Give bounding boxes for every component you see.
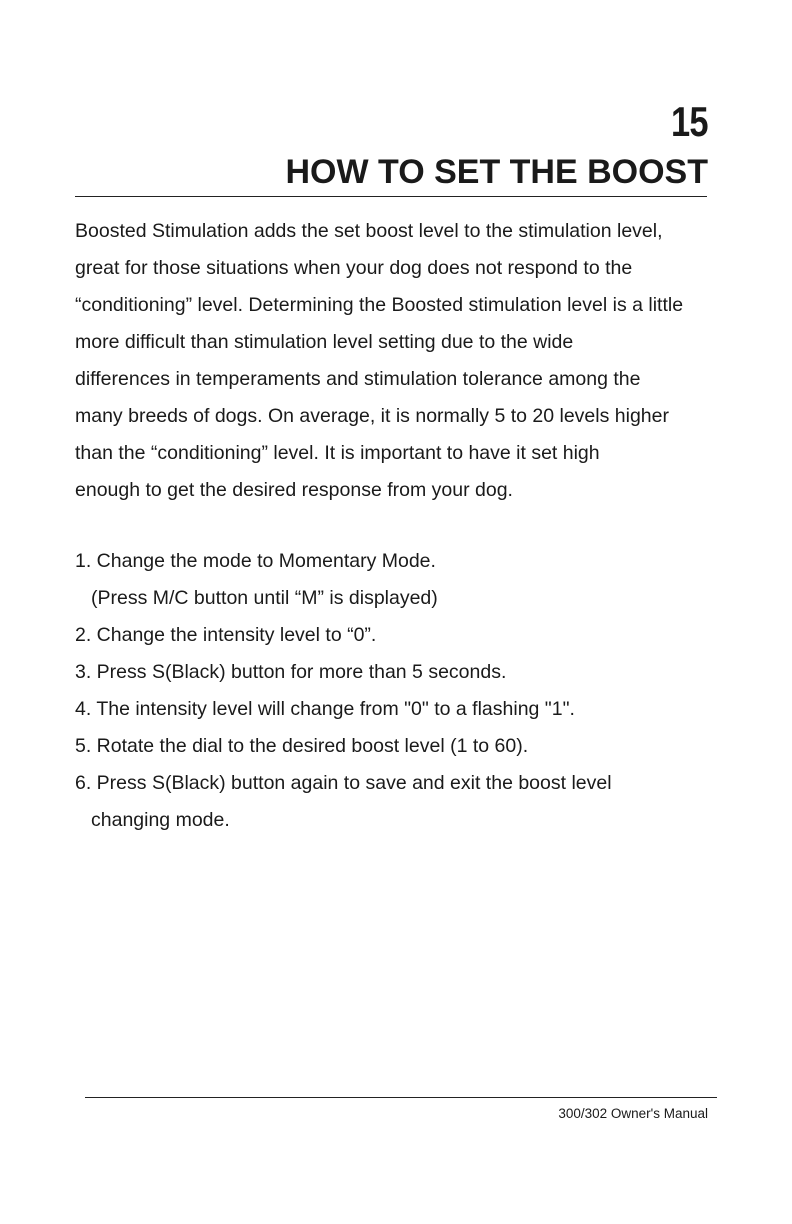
intro-line: great for those situations when your dog does not respond to the <box>75 257 633 279</box>
step-item <box>75 543 725 617</box>
step-text: 3. Press S(Black) button for more than 5 seconds. <box>75 661 507 683</box>
footer-divider <box>85 1097 717 1098</box>
step-item <box>75 691 725 728</box>
footer-manual-name: 300/302 Owner's Manual <box>558 1106 708 1121</box>
intro-line: more difficult than stimulation level setting due to the wide <box>75 331 574 353</box>
step-item <box>75 617 725 654</box>
step-text: 4. The intensity level will change from "0" to a flashing "1". <box>75 698 575 720</box>
intro-line: enough to get the desired response from your dog. <box>75 479 513 501</box>
page-title: HOW TO SET THE BOOST <box>285 153 708 191</box>
intro-line: differences in temperaments and stimulation tolerance among the <box>75 368 641 390</box>
step-item <box>75 654 725 691</box>
intro-paragraph <box>75 213 725 509</box>
step-text: 1. Change the mode to Momentary Mode. <box>75 550 436 572</box>
title-divider <box>75 196 707 197</box>
step-continuation: changing mode. <box>91 809 230 831</box>
step-text: 2. Change the intensity level to “0”. <box>75 624 377 646</box>
intro-line: Boosted Stimulation adds the set boost level to the stimulation level, <box>75 220 663 242</box>
page-number: 15 <box>671 98 708 145</box>
step-continuation: (Press M/C button until “M” is displayed) <box>91 587 438 609</box>
step-item <box>75 728 725 765</box>
step-text: 5. Rotate the dial to the desired boost level (1 to 60). <box>75 735 529 757</box>
intro-line: many breeds of dogs. On average, it is normally 5 to 20 levels higher <box>75 405 669 427</box>
steps-list <box>75 543 725 839</box>
intro-line: than the “conditioning” level. It is important to have it set high <box>75 442 600 464</box>
step-item <box>75 765 725 839</box>
step-text: 6. Press S(Black) button again to save and exit the boost level <box>75 772 612 794</box>
intro-line: “conditioning” level. Determining the Boosted stimulation level is a little <box>75 294 684 316</box>
